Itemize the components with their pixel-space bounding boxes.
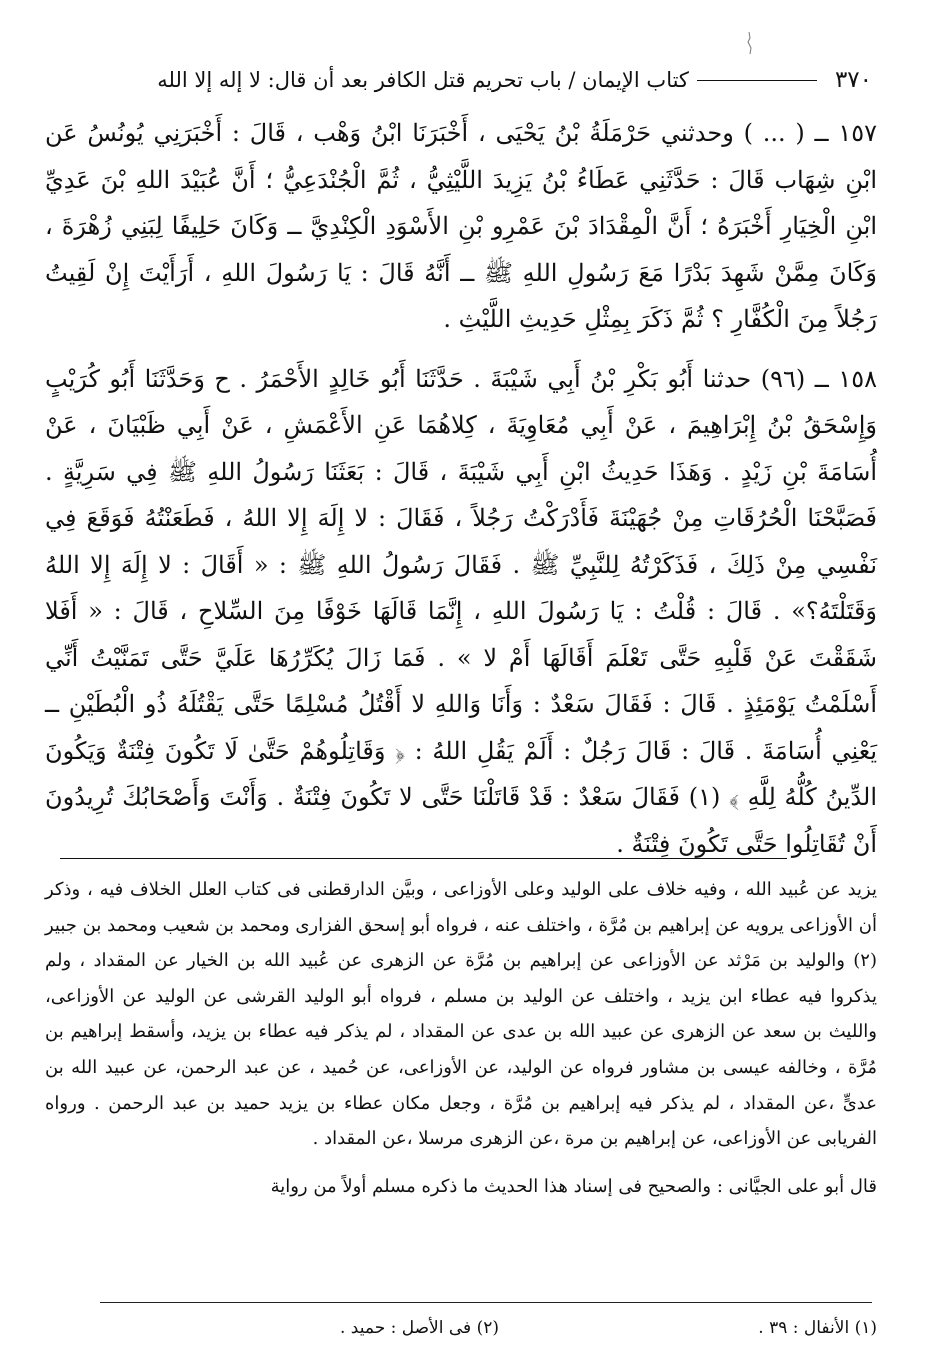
footnote-2: (٢) فى الأصل : حميد . (340, 1318, 499, 1338)
footnote-rule (100, 1302, 872, 1303)
commentary-separator (60, 858, 787, 859)
commentary-paragraph: قال أبو على الجيَّانى : والصحيح فى إسناد هذا الحديث ما ذكره مسلم أولاً من رواية (270, 1175, 877, 1197)
commentary (45, 872, 877, 1204)
footnote-1: (١) الأنفال : ٣٩ . (758, 1318, 877, 1338)
page-header (30, 60, 872, 100)
commentary-paragraph: يزيد عن عُبيد الله ، وفيه خلاف على الوليد وعلى الأوزاعى ، وبيَّن الدارقطنى فى كتاب العلل الخلاف فيه ، وذكر أن الأوزاعى يرويه عن إبراهيم بن مُرَّة ، واختلف عنه ، فرواه أبو إسحق الفزارى ومحمد بن شعيب ومحمد بن جبير (٢) والوليد بن مَرْثد عن الأوزاعى عن إبراهيم بن مُرَّة عن الزهرى عن عُبيد الله بن الخيار عن المقداد ، ولم يذكروا فيه عطاء ابن يزيد ، واختلف عن الوليد بن مسلم ، فرواه أبو الوليد القرشى عن الوليد عن الأوزاعى، والليث بن سعد عن الزهرى عن عبيد الله بن عدى عن المقداد ، لم يذكر فيه عطاء بن يزيد، وأسقط إبراهيم بن مُرَّة ، وخالفه عيسى بن مشاور فرواه عن الوليد، عن الأوزاعى، عن حُميد ، عن عبد الرحمن، عن عبيد الله بن عدىٍّ ،عن المقداد ، لم يذكر فيه إبراهيم بن مُرَّة ، وجعل مكان عطاء بن يزيد حميد بن عبد الرحمن . ورواه الفريابى عن الأوزاعى، عن إبراهيم بن مرة ،عن الزهرى مرسلا ،عن المقداد . (45, 879, 877, 1150)
hadith-158: ١٥٨ ــ (٩٦) حدثنا أَبُو بَكْرِ بْنُ أَبِي شَيْبَةَ . حَدَّثَنَا أَبُو خَالِدٍ الأَحْمَرُ . ح وَحَدَّثَنَا أَبُو كُرَيْبٍ وَإِسْحَقُ بْنُ إِبْرَاهِيمَ ، عَنْ أَبِي مُعَاوِيَةَ ، كِلاهُمَا عَنِ الأَعْمَشِ ، عَنْ أَبِي ظَبْيَانَ ، عَنْ أُسَامَةَ بْنِ زَيْدٍ . وَهَذَا حَدِيثُ ابْنِ أَبِي شَيْبَةَ ، قَالَ : بَعَثَنَا رَسُولُ اللهِ ﷺ فِي سَرِيَّةٍ . فَصَبَّحْنَا الْحُرُقَاتِ مِنْ جُهَيْنَةَ فَأَدْرَكْتُ رَجُلاً ، فَقَالَ : لا إِلَهَ إِلا اللهُ ، فَطَعَنْتُهُ فَوَقَعَ فِي نَفْسِي مِنْ ذَلِكَ ، فَذَكَرْتُهُ لِلنَّبِيِّ ﷺ . فَقَالَ رَسُولُ اللهِ ﷺ : « أَقَالَ : لا إِلَهَ إِلا اللهُ وَقَتَلْتَهُ؟» . قَالَ : قُلْتُ : يَا رَسُولَ اللهِ ، إِنَّمَا قَالَهَا خَوْفًا مِنَ السِّلاحِ ، قَالَ : « أَفَلا شَقَقْتَ عَنْ قَلْبِهِ حَتَّى تَعْلَمَ أَقَالَهَا أَمْ لا » . فَمَا زَالَ يُكَرِّرُهَا عَلَيَّ حَتَّى تَمَنَّيْتُ أَنِّي أَسْلَمْتُ يَوْمَئِذٍ . قَالَ : فَقَالَ سَعْدٌ : وَأَنَا وَاللهِ لا أَقْتُلُ مُسْلِمًا حَتَّى يَقْتُلَهُ ذُو الْبُطَيْنِ ــ يَعْنِي أُسَامَةَ . قَالَ : قَالَ رَجُلٌ : أَلَمْ يَقُلِ اللهُ : ﴿ وَقَاتِلُوهُمْ حَتَّىٰ لَا تَكُونَ فِتْنَةٌ وَيَكُونَ الدِّينُ كُلُّهُ لِلَّهِ ﴾ (١) فَقَالَ سَعْدٌ : قَدْ قَاتَلْنَا حَتَّى لا تَكُونَ فِتْنَةٌ . وَأَنْتَ وَأَصْحَابُكَ تُرِيدُونَ أَنْ تُقَاتِلُوا حَتَّى تَكُونَ فِتْنَةٌ . (45, 364, 877, 858)
main-text (45, 110, 877, 867)
footnotes (60, 1308, 877, 1348)
running-title: كتاب الإيمان / باب تحريم قتل الكافر بعد أن قال: لا إله إلا الله (157, 68, 689, 92)
scan-speck-icon (742, 30, 756, 56)
header-rule (697, 80, 817, 81)
hadith-157: ١٥٧ ــ ( ... ) وحدثني حَرْمَلَةُ بْنُ يَحْيَى ، أَخْبَرَنَا ابْنُ وَهْب ، قَالَ : أَخْبَرَنِي يُونُسُ عَن ابْنِ شِهَاب قَالَ : حَدَّثَنِي عَطَاءُ بْنُ يَزِيدَ اللَّيْثِيُّ ، ثُمَّ الْجُنْدَعِيُّ ؛ أَنَّ عُبَيْدَ اللهِ بْنَ عَدِيِّ ابْنِ الْخِيَارِ أَخْبَرَهُ ؛ أَنَّ الْمِقْدَادَ بْنَ عَمْرِو بْنِ الأَسْوَدِ الْكِنْدِيَّ ــ وَكَانَ حَلِيفًا لِبَنِي زُهْرَةَ ، وَكَانَ مِمَّنْ شَهِدَ بَدْرًا مَعَ رَسُولِ اللهِ ﷺ ــ أَنَّهُ قَالَ : يَا رَسُولَ اللهِ ، أَرَأَيْتَ إِنْ لَقِيتُ رَجُلاً مِنَ الْكُفَّارِ ؟ ثُمَّ ذَكَرَ بِمِثْلِ حَدِيثِ اللَّيْثِ . (45, 119, 878, 333)
page-number: ٣٧٠ (834, 67, 872, 93)
